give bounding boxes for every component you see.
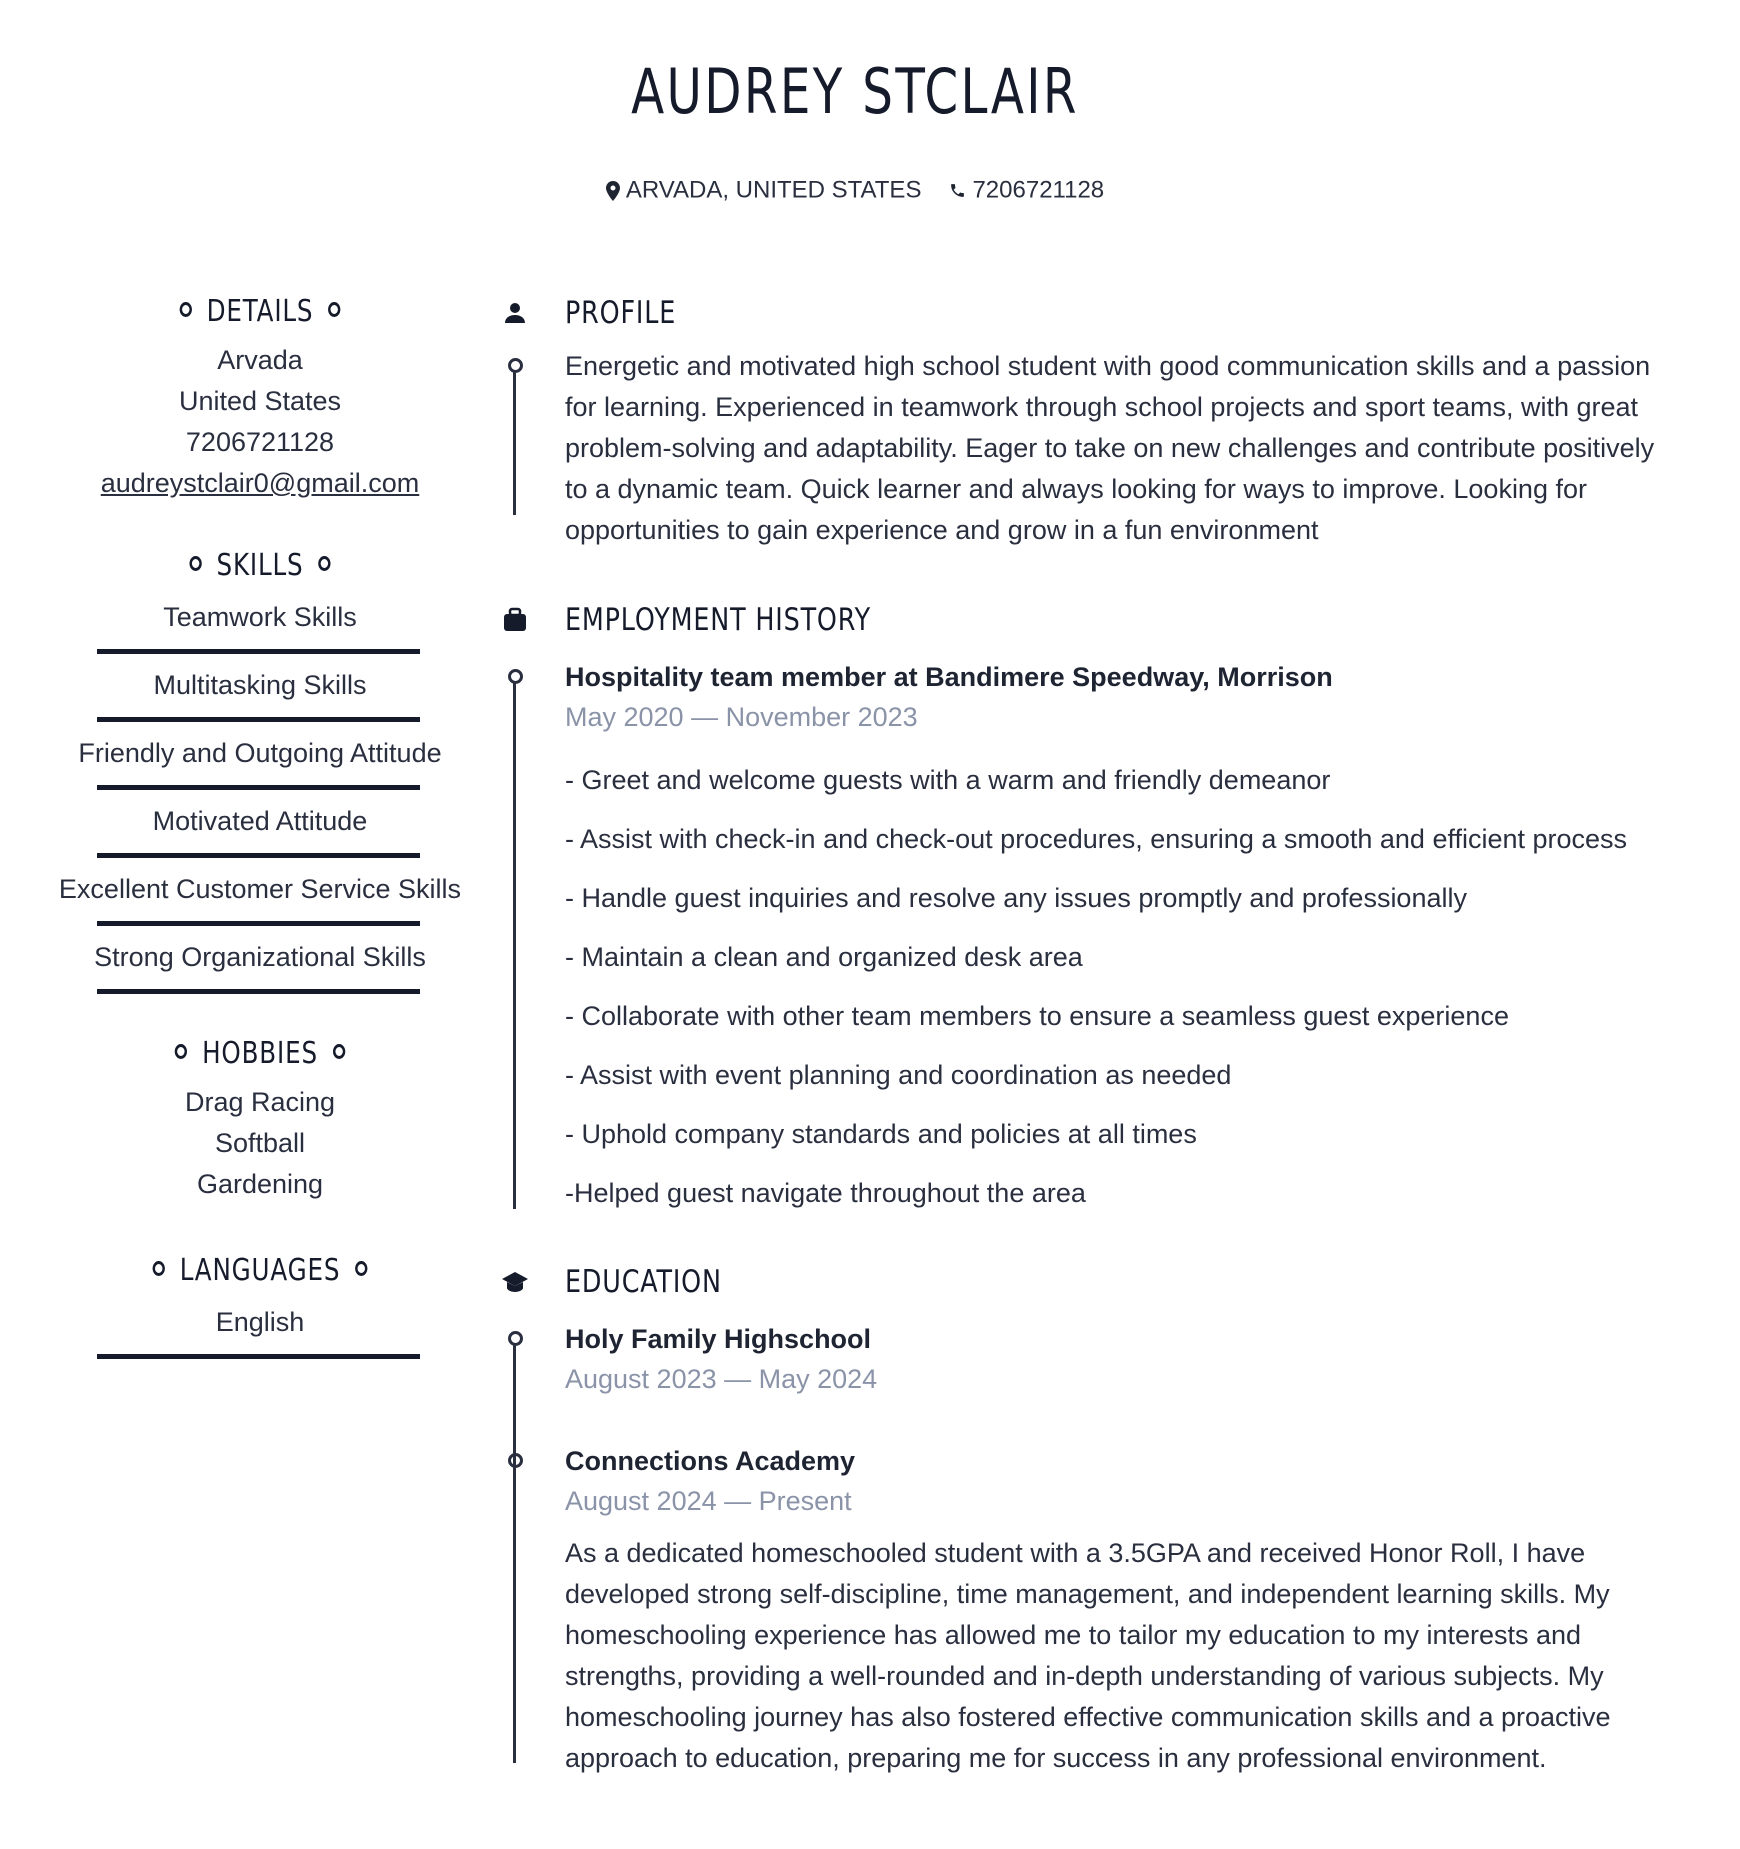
- candidate-name: AUDREY STCLAIR: [631, 55, 1079, 128]
- school-description: As a dedicated homeschooled student with a 3.5GPA and received Honor Roll, I have developed strong self-discipline, time management, and independent learning skills. My homeschooling experience has allowed me to tailor my education to my interests and strengths, providing a well-rounded and in-depth understanding of various subjects. My homeschooling journey has also fostered effective communication skills and a proactive approach to education, preparing me for success in any professional environment.: [565, 1538, 1611, 1773]
- details-email-link[interactable]: audreystclair0@gmail.com: [100, 468, 420, 498]
- job-bullet: - Handle guest inquiries and resolve any issues promptly and professionally: [565, 883, 1467, 913]
- school-name: Connections Academy: [565, 1446, 856, 1476]
- heading-bullet-icon: [355, 1261, 367, 1276]
- skill-item: Motivated Attitude: [50, 792, 470, 860]
- job-bullet: -Helped guest navigate throughout the area: [565, 1178, 1086, 1208]
- skill-level-bar: [97, 649, 420, 654]
- skill-item: Excellent Customer Service Skills: [50, 860, 470, 928]
- skills-list: [50, 588, 470, 996]
- contact-location: ARVADA, UNITED STATES: [625, 176, 922, 204]
- job-bullet: - Collaborate with other team members to ensure a seamless guest experience: [565, 1001, 1509, 1031]
- job-title: Hospitality team member at Bandimere Speedway, Morrison: [565, 662, 1333, 692]
- timeline-line: [513, 370, 516, 515]
- skill-level-bar: [97, 785, 420, 790]
- job-bullet: - Maintain a clean and organized desk area: [565, 942, 1083, 972]
- skill-level-bar: [97, 853, 420, 858]
- language-level-bar: [97, 1354, 420, 1359]
- hobby-item: Drag Racing: [184, 1087, 336, 1117]
- education-entry: [565, 1441, 1675, 1779]
- job-dates: May 2020 — November 2023: [565, 702, 918, 732]
- profile-body: [495, 346, 1675, 551]
- details-heading: DETAILS: [88, 290, 432, 334]
- profile-heading: PROFILE: [495, 290, 1675, 336]
- contact-phone: 7206721128: [972, 176, 1105, 204]
- heading-bullet-icon: [328, 302, 340, 317]
- job-bullet: - Assist with check-in and check-out procedures, ensuring a smooth and efficient process: [565, 824, 1628, 854]
- timeline-line: [513, 681, 516, 1209]
- sidebar: [50, 290, 470, 1361]
- phone-icon: [949, 182, 966, 199]
- map-pin-icon: [606, 181, 620, 201]
- hobby-item: Softball: [214, 1128, 306, 1158]
- heading-bullet-icon: [175, 1044, 187, 1059]
- job-bullet: - Assist with event planning and coordination as needed: [565, 1060, 1232, 1090]
- skill-item: Strong Organizational Skills: [50, 928, 470, 996]
- skill-item: Teamwork Skills: [50, 588, 470, 656]
- employment-section: [495, 597, 1675, 1223]
- education-section: [495, 1259, 1675, 1779]
- languages-heading: LANGUAGES: [88, 1249, 432, 1293]
- timeline-line: [513, 1343, 516, 1763]
- skills-heading: SKILLS: [88, 544, 432, 588]
- job-entry: [495, 657, 1675, 1223]
- hobbies-list: [50, 1082, 470, 1205]
- profile-section: [495, 290, 1675, 551]
- heading-bullet-icon: [180, 302, 192, 317]
- skill-item: Multitasking Skills: [50, 656, 470, 724]
- hobbies-heading: HOBBIES: [88, 1032, 432, 1076]
- details-list: [50, 340, 470, 504]
- education-heading: EDUCATION: [495, 1259, 1675, 1305]
- skill-level-bar: [97, 989, 420, 994]
- contact-line: [0, 176, 1710, 205]
- education-entries: [495, 1319, 1675, 1779]
- skill-level-bar: [97, 717, 420, 722]
- hobby-item: Gardening: [196, 1169, 324, 1199]
- graduation-cap-icon: [501, 1268, 529, 1296]
- briefcase-icon: [501, 606, 529, 634]
- skill-item: Friendly and Outgoing Attitude: [50, 724, 470, 792]
- details-phone: 7206721128: [185, 427, 335, 457]
- school-dates: August 2023 — May 2024: [565, 1364, 878, 1394]
- job-bullets: [565, 751, 1675, 1223]
- school-name: Holy Family Highschool: [565, 1324, 872, 1354]
- language-item: English: [50, 1293, 470, 1361]
- job-bullet: - Uphold company standards and policies at all times: [565, 1119, 1197, 1149]
- job-bullet: - Greet and welcome guests with a warm and friendly demeanor: [565, 765, 1331, 795]
- heading-bullet-icon: [189, 556, 201, 571]
- heading-bullet-icon: [333, 1044, 345, 1059]
- employment-heading: EMPLOYMENT HISTORY: [495, 597, 1675, 643]
- details-country: United States: [178, 386, 342, 416]
- person-icon: [501, 299, 529, 327]
- details-city: Arvada: [217, 345, 303, 375]
- education-entry: [565, 1319, 1675, 1399]
- heading-bullet-icon: [318, 556, 330, 571]
- profile-text: Energetic and motivated high school student with good communication skills and a passion for learning. Experienced in teamwork through school projects and sport teams, with great problem-solving and adaptability. Eager to take on new challenges and contribute positively to a dynamic team. Quick learner and always looking for ways to improve. Looking for opportunities to gain experience and grow in a fun environment: [565, 351, 1655, 545]
- skill-level-bar: [97, 921, 420, 926]
- languages-list: [50, 1293, 470, 1361]
- school-dates: August 2024 — Present: [565, 1486, 852, 1516]
- main-content: [495, 290, 1675, 1779]
- heading-bullet-icon: [153, 1261, 165, 1276]
